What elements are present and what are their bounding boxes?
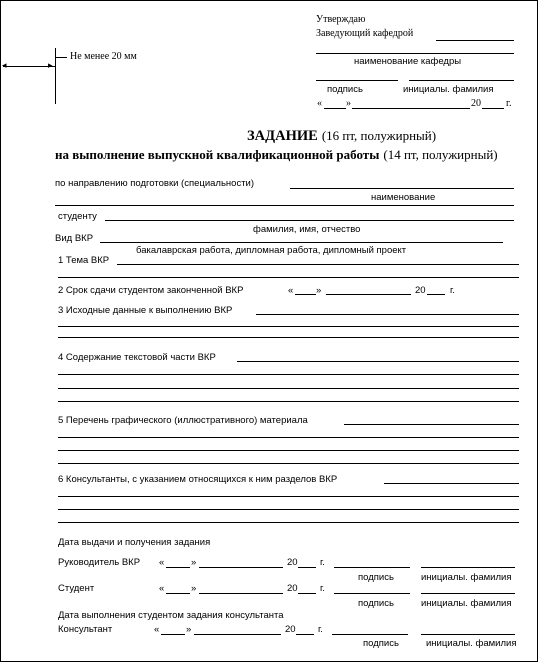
student-year: 20 bbox=[287, 583, 298, 594]
deadline-label: 2 Срок сдачи студентом законченной ВКР bbox=[58, 285, 244, 296]
student-initials-caption: инициалы. фамилия bbox=[421, 598, 512, 609]
deadline-year-suffix: г. bbox=[450, 285, 455, 296]
topic-line bbox=[117, 264, 519, 265]
student-line bbox=[105, 220, 514, 221]
supervisor-year-suffix: г. bbox=[320, 557, 325, 568]
graphics-label: 5 Перечень графического (иллюстративного) материала bbox=[58, 415, 308, 426]
consultant-year: 20 bbox=[285, 624, 296, 635]
student-sign-label: Студент bbox=[58, 583, 95, 594]
student-year-line bbox=[298, 593, 316, 594]
student-signature-line bbox=[334, 593, 410, 594]
graphics-line-3 bbox=[58, 450, 519, 451]
subtitle-main: на выполнение выпускной квалификационной работы bbox=[55, 147, 380, 162]
vkr-type-caption: бакалаврская работа, дипломная работа, дипломный проект bbox=[136, 245, 407, 256]
student-day-line bbox=[166, 593, 190, 594]
subtitle-note: (14 пт, полужирный) bbox=[383, 147, 498, 162]
student-year-suffix: г. bbox=[320, 583, 325, 594]
consultants-line-2 bbox=[58, 496, 519, 497]
student-close-quote: » bbox=[191, 583, 197, 594]
approval-year: 20 bbox=[471, 98, 481, 109]
deadline-open-quote: « bbox=[288, 285, 294, 296]
subtitle bbox=[55, 147, 498, 163]
issue-date-label: Дата выдачи и получения задания bbox=[58, 537, 211, 548]
approval-signature-caption: подпись bbox=[327, 84, 363, 95]
supervisor-year-line bbox=[298, 567, 316, 568]
initial-data-line-3 bbox=[58, 337, 519, 338]
margin-note: Не менее 20 мм bbox=[70, 51, 137, 62]
consultant-month-line bbox=[194, 634, 281, 635]
deadline-day-line bbox=[295, 294, 316, 295]
consultant-day-line bbox=[161, 634, 185, 635]
topic-label: 1 Тема ВКР bbox=[58, 255, 110, 266]
topic-line-2 bbox=[58, 277, 519, 278]
supervisor-label: Руководитель ВКР bbox=[58, 557, 141, 568]
supervisor-initials-line bbox=[421, 567, 515, 568]
supervisor-signature-line bbox=[334, 567, 410, 568]
content-line-3 bbox=[58, 388, 519, 389]
content-line-4 bbox=[58, 401, 519, 402]
head-of-dept-line bbox=[436, 40, 514, 41]
student-month-line bbox=[199, 593, 283, 594]
supervisor-signature-caption: подпись bbox=[358, 572, 394, 583]
student-caption: фамилия, имя, отчество bbox=[253, 224, 361, 235]
vkr-type-line bbox=[100, 242, 503, 243]
deadline-month-line bbox=[326, 294, 411, 295]
dept-name-line bbox=[316, 53, 514, 54]
approval-day-line bbox=[324, 108, 346, 109]
dept-name-caption: наименование кафедры bbox=[354, 56, 462, 67]
approval-month-line bbox=[352, 108, 470, 109]
consultant-signature-line bbox=[332, 634, 408, 635]
approval-year-line bbox=[482, 108, 504, 109]
deadline-year-line bbox=[427, 294, 445, 295]
deadline-close-quote: » bbox=[316, 285, 322, 296]
content-line bbox=[237, 361, 519, 362]
consultant-signature-caption: подпись bbox=[363, 638, 399, 649]
supervisor-initials-caption: инициалы. фамилия bbox=[421, 572, 512, 583]
approval-initials-caption: инициалы. фамилия bbox=[403, 84, 494, 95]
consultant-year-suffix: г. bbox=[318, 624, 323, 635]
approval-signature-line bbox=[316, 80, 398, 81]
initial-data-line-2 bbox=[58, 326, 519, 327]
content-line-2 bbox=[58, 374, 519, 375]
consultant-open-quote: « bbox=[154, 624, 160, 635]
supervisor-open-quote: « bbox=[159, 557, 165, 568]
graphics-line-4 bbox=[58, 463, 519, 464]
direction-line-2 bbox=[55, 205, 514, 206]
consultant-initials-caption: инициалы. фамилия bbox=[426, 638, 517, 649]
direction-label: по направлению подготовки (специальности) bbox=[55, 178, 255, 189]
approval-date-open-quote: « bbox=[317, 98, 322, 109]
head-of-dept-label: Заведующий кафедрой bbox=[316, 28, 414, 39]
graphics-line-2 bbox=[58, 437, 519, 438]
approval-initials-line bbox=[409, 80, 514, 81]
supervisor-close-quote: » bbox=[191, 557, 197, 568]
supervisor-month-line bbox=[199, 567, 283, 568]
consultants-label: 6 Консультанты, с указанием относящихся к ним разделов ВКР bbox=[58, 474, 338, 485]
consultant-close-quote: » bbox=[186, 624, 192, 635]
student-initials-line bbox=[421, 593, 515, 594]
consultant-year-line bbox=[296, 634, 314, 635]
direction-caption: наименование bbox=[371, 192, 436, 203]
title-main: ЗАДАНИЕ bbox=[247, 128, 318, 144]
content-label: 4 Содержание текстовой части ВКР bbox=[58, 352, 216, 363]
graphics-line bbox=[344, 424, 519, 425]
initial-data-label: 3 Исходные данные к выполнению ВКР bbox=[58, 305, 233, 316]
consultants-line bbox=[384, 483, 519, 484]
consultant-date-label: Дата выполнения студентом задания консультанта bbox=[58, 610, 284, 621]
student-open-quote: « bbox=[159, 583, 165, 594]
student-signature-caption: подпись bbox=[358, 598, 394, 609]
title bbox=[247, 128, 436, 144]
student-to-label: студенту bbox=[58, 211, 97, 222]
margin-arrow-right-head: ▸ bbox=[48, 60, 53, 70]
approval-year-suffix: г. bbox=[506, 98, 512, 109]
deadline-year: 20 bbox=[415, 285, 426, 296]
approve-label: Утверждаю bbox=[316, 14, 366, 25]
margin-note-leader bbox=[55, 57, 67, 58]
consultants-line-4 bbox=[58, 522, 519, 523]
vkr-type-label: Вид ВКР bbox=[55, 233, 94, 244]
consultant-initials-line bbox=[421, 634, 515, 635]
direction-line bbox=[290, 188, 514, 189]
supervisor-year: 20 bbox=[287, 557, 298, 568]
supervisor-day-line bbox=[166, 567, 190, 568]
title-main-note: (16 пт, полужирный) bbox=[321, 128, 437, 143]
margin-arrow-left-head: ◂ bbox=[2, 60, 7, 70]
consultant-label: Консультант bbox=[58, 624, 113, 635]
approval-date-close-quote: » bbox=[346, 98, 351, 109]
initial-data-line bbox=[256, 314, 519, 315]
consultants-line-3 bbox=[58, 509, 519, 510]
